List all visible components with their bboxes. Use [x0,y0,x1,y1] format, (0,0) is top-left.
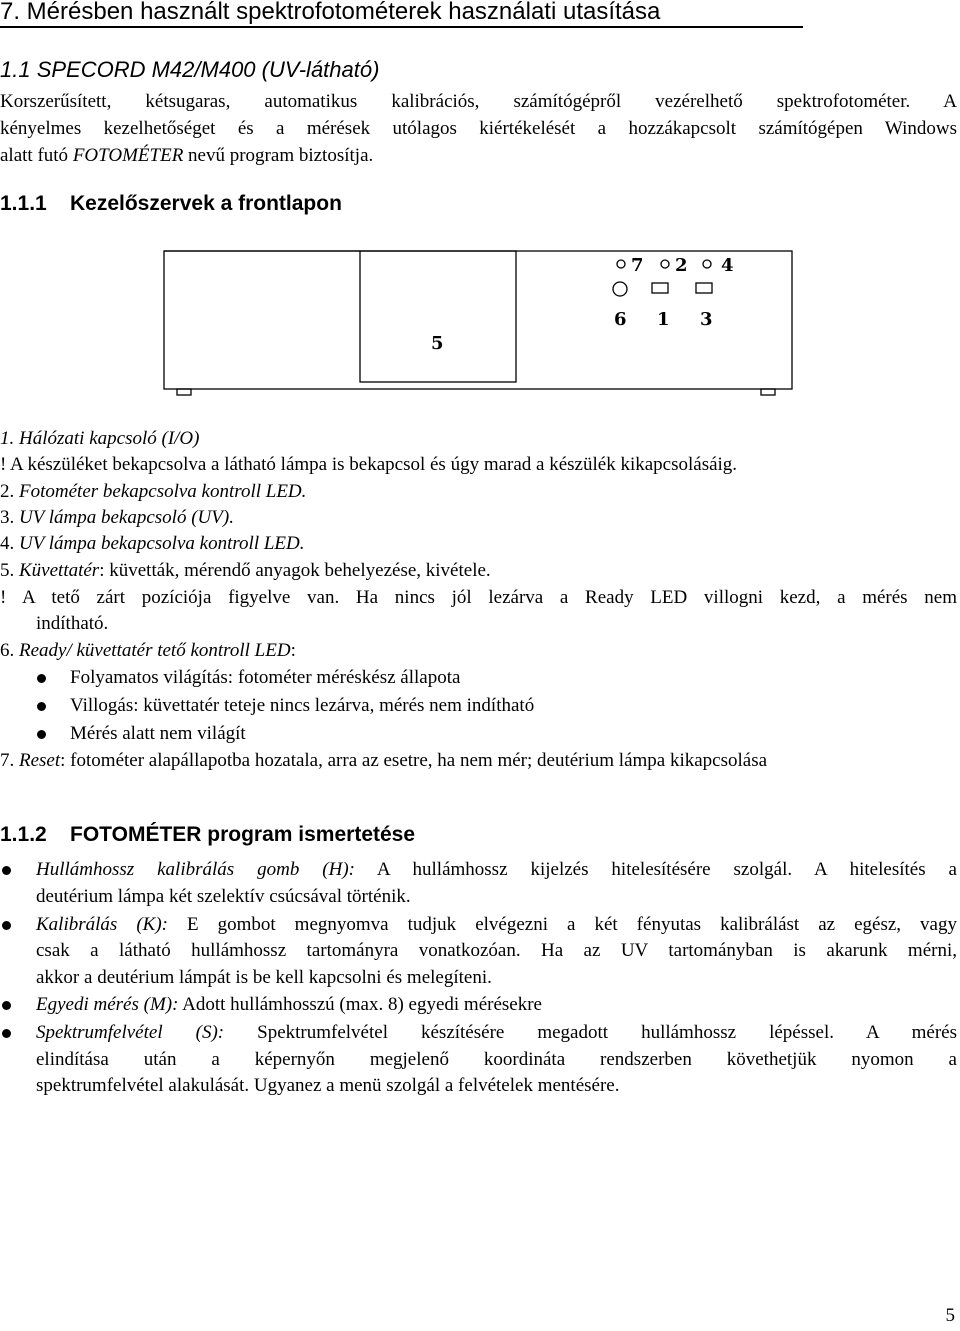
control-item-1-note: ! A készüléket bekapcsolva a látható lámpa is bekapcsol és úgy marad a készülék kikapcsolásáig. [0,454,738,475]
feature-text: E gombot megnyomva tudjuk elvégezni a két fényutas kalibrálást az egész, vagy [167,914,957,935]
led-state-off: Mérés alatt nem világít [70,723,246,744]
feature-single-measurement [36,991,957,1018]
led-4-icon [703,260,711,268]
label-3: 3 [700,309,713,330]
led-7-icon [617,260,625,268]
item-text: : fotométer alapállapotba hozatala, arra az esetre, ha nem mér; deutérium lámpa kikapcsolása [60,750,768,771]
feature-calibration-line-2: csak a látható hullámhossz tartományra vonatkozóan. Ha az UV tartományban is akarunk mérni, [36,940,957,961]
feature-text: Spektrumfelvétel készítésére megadott hullámhossz lépéssel. A mérés [224,1022,957,1043]
bullet-icon [37,702,46,711]
control-item-4 [0,530,305,557]
front-panel-diagram [160,248,800,400]
chapter-heading [0,0,660,28]
control-item-1 [0,425,199,452]
reset-button-icon [613,282,627,296]
control-item-3 [0,504,234,531]
bullet-icon [37,674,46,683]
bullet-icon [2,866,11,875]
control-item-5-note-line-2: indítható. [36,613,109,634]
control-item-7 [0,747,767,774]
program-name: FOTOMÉTER [72,145,184,166]
intro-line-3-c: nevű program biztosítja. [183,145,374,166]
label-7: 7 [631,255,644,276]
feature-wavelength-cal-line-1 [36,856,957,883]
item-number: 4. [0,533,15,554]
subsection-heading-controls [0,190,342,218]
foot-left [177,389,191,395]
label-2: 2 [675,255,688,276]
bullet-icon [37,730,46,739]
feature-text: A hullámhossz kijelzés hitelesítésére szolgál. A hitelesítés a [355,859,957,880]
feature-text: Adott hullámhosszú (max. 8) egyedi mérésekre [178,994,542,1015]
intro-line-3 [0,142,373,169]
page-number: 5 [945,1305,955,1326]
feature-term: Kalibrálás (K): [36,914,168,935]
item-number: 6. [0,640,15,661]
cuvette-door [360,251,516,382]
section-heading: 1.1 SPECORD M42/M400 (UV-látható) [0,57,380,82]
label-1: 1 [657,309,670,330]
feature-wavelength-cal-line-2: deutérium lámpa két szelektív csúcsával történik. [36,886,411,907]
feature-calibration-line-3: akkor a deutérium lámpát is be kell kapcsolni és melegíteni. [36,967,492,988]
subsection-title: Kezelőszervek a frontlapon [70,192,342,215]
item-text: : [290,640,296,661]
led-2-icon [661,260,669,268]
label-5: 5 [431,333,444,354]
foot-right [761,389,775,395]
item-text: Hálózati kapcsoló (I/O) [19,428,200,449]
control-item-6 [0,637,296,664]
subsection-number: 1.1.1 [0,192,47,215]
led-state-blinking: Villogás: küvettatér teteje nincs lezárva, mérés nem indítható [70,695,535,716]
item-number: 3. [0,507,15,528]
control-item-5 [0,557,491,584]
label-4: 4 [721,255,734,276]
item-term: Küvettatér [19,560,100,581]
led-state-continuous: Folyamatos világítás: fotométer méréskész állapota [70,667,461,688]
item-text: UV lámpa bekapcsolva kontroll LED. [19,533,305,554]
feature-spectrum-line-3: spektrumfelvétel alakulását. Ugyanez a menü szolgál a felvételek mentésére. [36,1075,620,1096]
item-text: Fotométer bekapcsolva kontroll LED. [19,481,307,502]
feature-term: Hullámhossz kalibrálás gomb (H): [36,859,355,880]
item-text: UV lámpa bekapcsoló (UV). [19,507,234,528]
feature-spectrum-line-1 [36,1019,957,1046]
panel-outline [164,251,792,389]
item-text: : küvetták, mérendő anyagok behelyezése, kivétele. [99,560,491,581]
uv-switch-icon [696,283,712,293]
item-number: 2. [0,481,15,502]
item-number: 5. [0,560,15,581]
bullet-icon [2,1001,11,1010]
intro-line-2: kényelmes kezelhetőséget és a mérések utólagos kiértékelését a hozzákapcsolt számítógépen Windows [0,118,957,139]
chapter-heading-text: 7. Mérésben használt spektrofotométerek használati utasítása [0,0,661,25]
item-term: Reset [19,750,61,771]
feature-term: Egyedi mérés (M): [36,994,179,1015]
heading-underline [0,26,803,28]
feature-calibration-line-1 [36,911,957,938]
subsection-number: 1.1.2 [0,823,47,846]
item-term: Ready/ küvettatér tető kontroll LED [19,640,291,661]
control-item-2 [0,478,306,505]
power-switch-icon [652,283,668,293]
intro-line-1: Korszerűsített, kétsugaras, automatikus kalibrációs, számítógépről vezérelhető spektrofotométer. A [0,91,957,112]
bullet-icon [2,1029,11,1038]
control-item-5-note-line-1: ! A tető zárt pozíciója figyelve van. Ha nincs jól lezárva a Ready LED villogni kezd, a mérés nem [0,587,957,608]
item-number: 1. [0,428,15,449]
subsection-heading-program [0,821,415,849]
item-number: 7. [0,750,15,771]
bullet-icon [2,921,11,930]
feature-term: Spektrumfelvétel (S): [36,1022,225,1043]
intro-line-3-a: alatt futó [0,145,73,166]
subsection-title: FOTOMÉTER program ismertetése [70,823,416,846]
label-6: 6 [614,309,627,330]
feature-spectrum-line-2: elindítása után a képernyőn megjelenő koordináta rendszerben követhetjük nyomon a [36,1049,957,1070]
